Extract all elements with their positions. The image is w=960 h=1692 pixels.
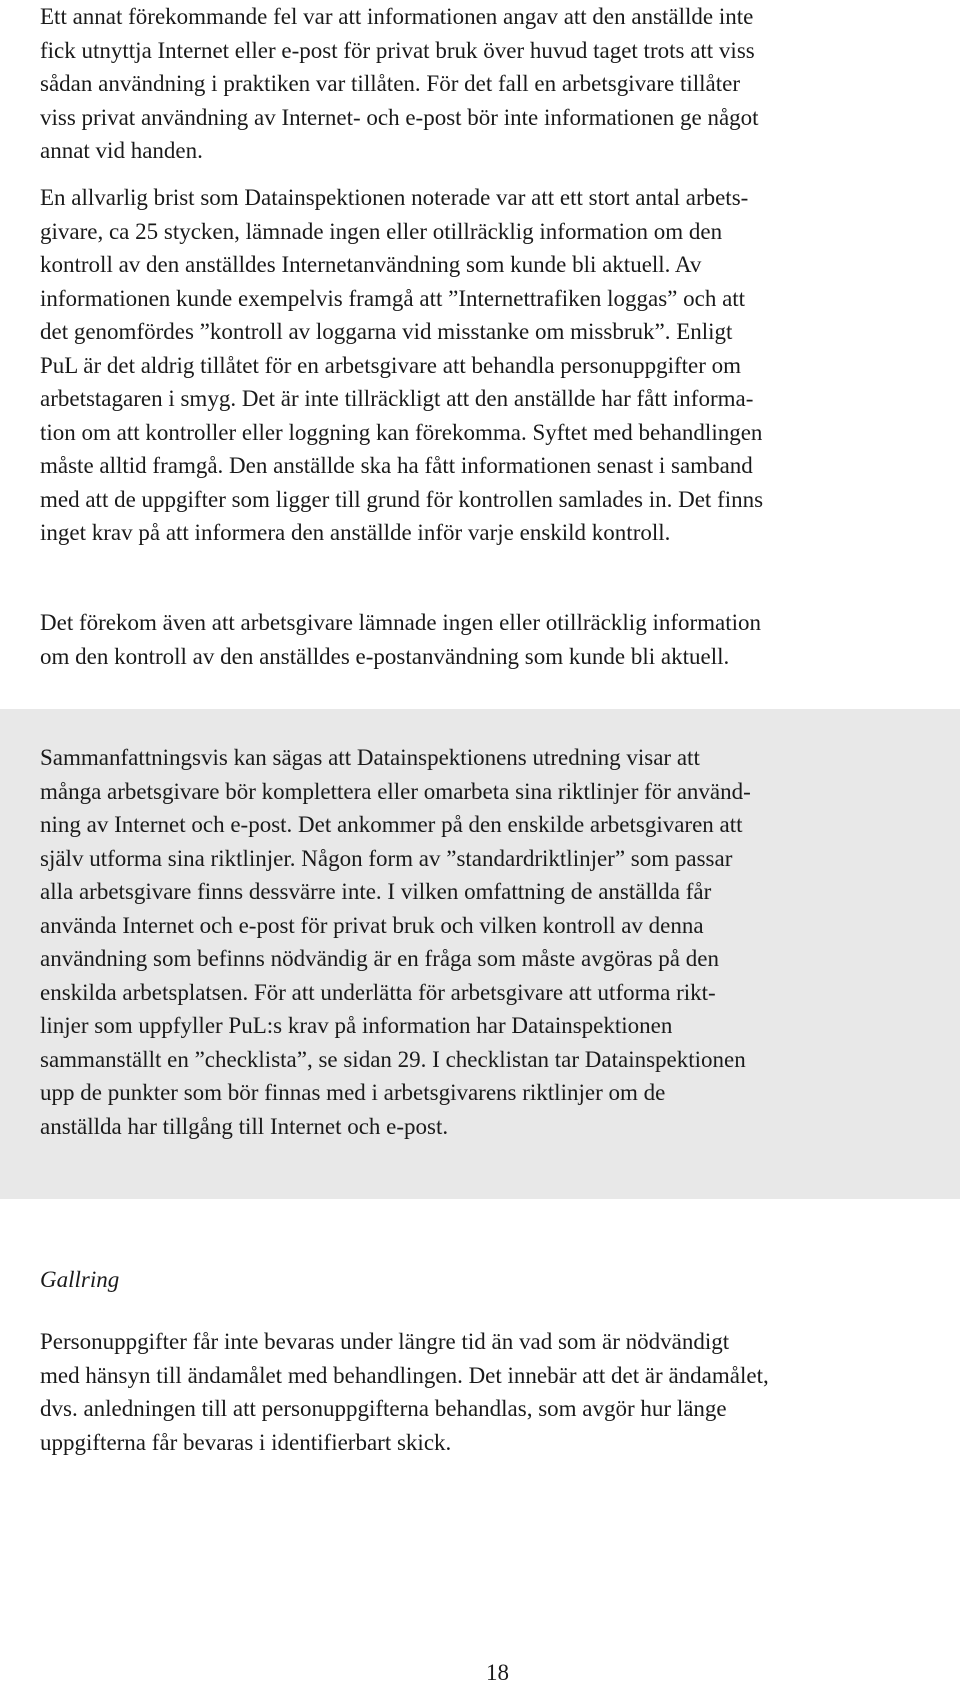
text-line: ning av Internet och e-post. Det ankommer på den enskilde arbetsgivaren att: [40, 812, 743, 837]
text-line: med hänsyn till ändamålet med behandlingen. Det innebär att det är ändamålet,: [40, 1362, 769, 1388]
text-line: måste alltid framgå. Den anställde ska ha fått informationen senast i samband: [40, 453, 753, 478]
text-line: informationen kunde exempelvis framgå att ”Internettrafiken loggas” och att: [40, 285, 746, 311]
text-line: inget krav på att informera den anställde inför varje enskild kontroll.: [40, 520, 671, 545]
text-line: användning som befinns nödvändig är en fråga som måste avgöras på den: [40, 946, 719, 971]
paragraph-retention: [40, 1325, 940, 1459]
text-line: använda Internet och e-post för privat bruk och vilken kontroll av denna: [40, 912, 704, 938]
text-line: det genomfördes ”kontroll av loggarna vid misstanke om missbruk”. Enligt: [40, 319, 733, 344]
text-line: sammanställt en ”checklista”, se sidan 29. I checklistan tar Datainspektionen: [40, 1046, 746, 1072]
text-line: tion om att kontroller eller loggning kan förekomma. Syftet med behandlingen: [40, 419, 763, 445]
text-line: kontroll av den anställdes Internetanvändning som kunde bli aktuell. Av: [40, 252, 702, 277]
text-line: fick utnyttja Internet eller e-post för privat bruk över huvud taget trots att viss: [40, 37, 755, 63]
text-line: enskilda arbetsplatsen. För att underlätta för arbetsgivare att utforma rikt-: [40, 979, 716, 1005]
text-line: om den kontroll av den anställdes e-postanvändning som kunde bli aktuell.: [40, 643, 730, 669]
paragraph-email-control: [40, 606, 940, 673]
paragraph-private-use: [40, 0, 940, 168]
text-line: med att de uppgifter som ligger till grund för kontrollen samlades in. Det finns: [40, 486, 764, 512]
text-line: En allvarlig brist som Datainspektionen noterade var att ett stort antal arbets-: [40, 185, 749, 210]
text-line: Ett annat förekommande fel var att informationen angav att den anställde inte: [40, 4, 754, 29]
text-line: arbetstagaren i smyg. Det är inte tillräckligt att den anställde har fått informa-: [40, 386, 754, 411]
text-line: viss privat användning av Internet- och e-post bör inte informationen ge något: [40, 104, 759, 130]
text-line: sådan användning i praktiken var tillåten. För det fall en arbetsgivare tillåter: [40, 71, 740, 96]
section-heading: Gallring: [40, 1267, 120, 1292]
text-line: Personuppgifter får inte bevaras under längre tid än vad som är nödvändigt: [40, 1329, 730, 1354]
text-line: PuL är det aldrig tillåtet för en arbetsgivare att behandla personuppgifter om: [40, 352, 742, 378]
text-line: dvs. anledningen till att personuppgifterna behandlas, som avgör hur länge: [40, 1396, 727, 1421]
text-line: upp de punkter som bör finnas med i arbetsgivarens riktlinjer om de: [40, 1080, 666, 1105]
text-line: många arbetsgivare bör komplettera eller omarbeta sina riktlinjer för använd-: [40, 778, 751, 804]
summary-paragraph: [40, 741, 940, 1143]
page-number: 18: [486, 1660, 509, 1685]
text-line: linjer som uppfyller PuL:s krav på information har Datainspektionen: [40, 1013, 673, 1038]
text-line: annat vid handen.: [40, 138, 203, 163]
text-line: Det förekom även att arbetsgivare lämnade ingen eller otillräcklig information: [40, 610, 762, 635]
text-line: givare, ca 25 stycken, lämnade ingen eller otillräcklig information om den: [40, 218, 723, 244]
text-line: själv utforma sina riktlinjer. Någon form av ”standardriktlinjer” som passar: [40, 845, 733, 871]
paragraph-serious-deficiency: [40, 181, 940, 550]
text-line: uppgifterna får bevaras i identifierbart skick.: [40, 1429, 452, 1455]
text-line: anställda har tillgång till Internet och e-post.: [40, 1113, 449, 1139]
text-line: alla arbetsgivare finns dessvärre inte. I vilken omfattning de anställda får: [40, 879, 712, 904]
text-line: Sammanfattningsvis kan sägas att Datainspektionens utredning visar att: [40, 745, 700, 770]
